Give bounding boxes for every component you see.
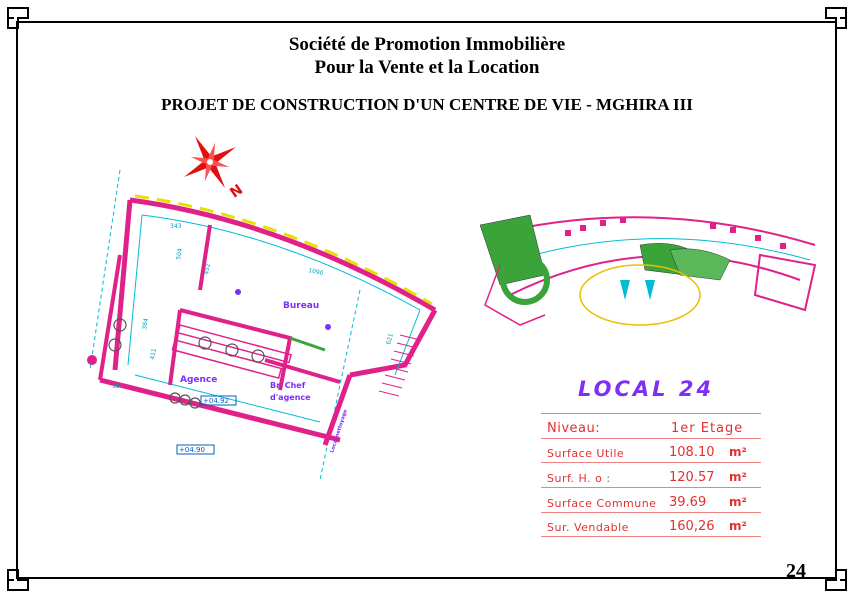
surface-utile-unit: m²: [729, 445, 747, 460]
dim-label: 343: [170, 223, 182, 230]
local-title: LOCAL 24: [578, 377, 715, 401]
row-surf-ho: [541, 463, 761, 488]
surface-commune-unit: m²: [729, 494, 747, 509]
row-surface-commune: [541, 488, 761, 513]
room-agence: Agence: [180, 375, 218, 385]
level-b-value: +04.90: [179, 446, 205, 454]
floor-plan: [80, 160, 450, 490]
surf-ho-value: 120.57: [669, 470, 715, 486]
surface-commune-value: 39.69: [669, 494, 707, 510]
sur-vendable-unit: m²: [729, 519, 747, 534]
compass-north-label: N: [227, 181, 247, 202]
row-sur-vendable: [541, 513, 761, 538]
dim-label: 452: [203, 262, 212, 276]
dim-label: 504: [175, 247, 184, 261]
key-plan: [470, 205, 835, 335]
company-tagline: Pour la Vente et la Location: [314, 57, 540, 78]
surface-utile-label: Surface Utile: [547, 447, 625, 461]
row-niveau: [541, 413, 761, 439]
surface-commune-label: Surface Commune: [547, 496, 657, 510]
dim-label: 384: [141, 317, 150, 331]
corner-ornament-br: [826, 570, 846, 590]
sur-vendable-value: 160,26: [669, 519, 715, 535]
niveau-value: 1er Etage: [671, 420, 744, 436]
niveau-label: Niveau:: [547, 420, 601, 436]
surf-ho-unit: m²: [729, 470, 747, 485]
corner-ornament-bl: [8, 570, 28, 590]
dim-label: 1090: [307, 267, 324, 278]
room-chef-line2: d'agence: [270, 393, 311, 402]
company-name: Société de Promotion Immobilière: [288, 34, 566, 55]
row-surface-utile: [541, 439, 761, 464]
dim-label: 621: [385, 332, 395, 346]
sur-vendable-label: Sur. Vendable: [547, 521, 629, 535]
dim-label: 181: [112, 383, 124, 390]
level-a-value: +04.92: [203, 397, 229, 405]
project-title: PROJET DE CONSTRUCTION D'UN CENTRE DE VIE - MGHIRA III: [161, 95, 693, 114]
surf-ho-label: Surf. H. o :: [547, 472, 611, 486]
surface-utile-value: 108.10: [669, 445, 715, 461]
room-chef-line1: Br. Chef: [270, 381, 306, 390]
level-tag-b: [177, 445, 214, 454]
company-title: [0, 33, 854, 79]
surface-table: [541, 413, 761, 537]
corner-ornament-tl: [8, 8, 28, 28]
room-bureau: Bureau: [283, 301, 320, 311]
level-tag-a: [201, 396, 236, 405]
room-nettoyage: Local nettoyage: [329, 408, 349, 454]
corner-ornament-tr: [826, 8, 846, 28]
page-number: 24: [786, 560, 806, 582]
dim-label: 411: [149, 347, 158, 361]
